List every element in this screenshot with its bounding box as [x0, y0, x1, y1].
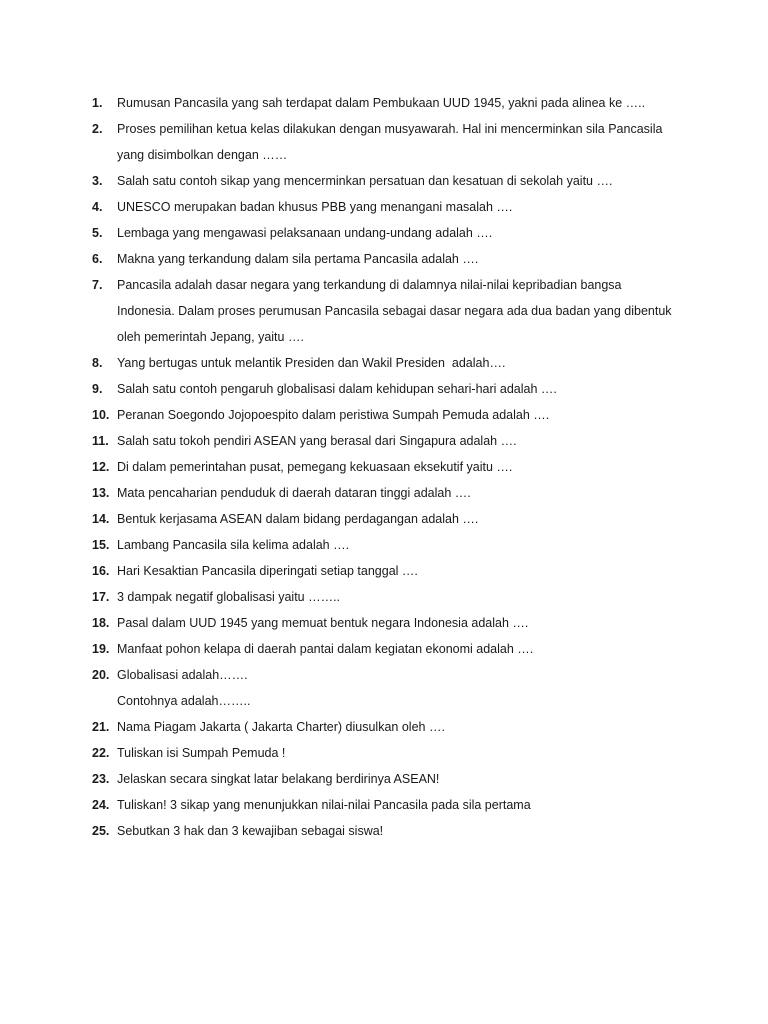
question-number: 9. [92, 382, 103, 396]
question-item-8 [92, 350, 692, 376]
question-text: Lambang Pancasila sila kelima adalah …. [117, 538, 350, 552]
question-item-7 [92, 272, 692, 350]
question-item-23 [92, 766, 692, 792]
question-item-20 [92, 662, 692, 714]
question-item-17 [92, 584, 692, 610]
question-item-25 [92, 818, 692, 844]
question-item-3 [92, 168, 692, 194]
question-number: 15. [92, 538, 110, 552]
question-number: 10. [92, 408, 110, 422]
question-item-5 [92, 220, 692, 246]
question-number: 14. [92, 512, 110, 526]
question-number: 21. [92, 720, 110, 734]
question-item-13 [92, 480, 692, 506]
question-item-10 [92, 402, 692, 428]
question-text: Lembaga yang mengawasi pelaksanaan undang-undang adalah …. [117, 226, 493, 240]
question-number: 13. [92, 486, 110, 500]
question-item-1 [92, 90, 692, 116]
question-text: Mata pencaharian penduduk di daerah dataran tinggi adalah …. [117, 486, 471, 500]
question-number: 16. [92, 564, 110, 578]
question-item-15 [92, 532, 692, 558]
question-text: Rumusan Pancasila yang sah terdapat dalam Pembukaan UUD 1945, yakni pada alinea ke ….. [117, 96, 646, 110]
question-number: 24. [92, 798, 110, 812]
question-item-12 [92, 454, 692, 480]
question-text: Globalisasi adalah……. Contohnya adalah…….. [117, 668, 251, 708]
question-item-2 [92, 116, 692, 168]
question-number: 5. [92, 226, 103, 240]
question-number: 2. [92, 122, 103, 136]
question-text: Di dalam pemerintahan pusat, pemegang kekuasaan eksekutif yaitu …. [117, 460, 513, 474]
question-item-6 [92, 246, 692, 272]
question-item-24 [92, 792, 692, 818]
question-text: Nama Piagam Jakarta ( Jakarta Charter) diusulkan oleh …. [117, 720, 445, 734]
question-number: 17. [92, 590, 110, 604]
question-text: Jelaskan secara singkat latar belakang berdirinya ASEAN! [117, 772, 440, 786]
question-text: Proses pemilihan ketua kelas dilakukan dengan musyawarah. Hal ini mencerminkan sila Pancasila yang disimbolkan dengan …… [117, 122, 663, 162]
question-text: Peranan Soegondo Jojopoespito dalam peristiwa Sumpah Pemuda adalah …. [117, 408, 550, 422]
question-number: 23. [92, 772, 110, 786]
question-number: 20. [92, 668, 110, 682]
question-text: 3 dampak negatif globalisasi yaitu …….. [117, 590, 341, 604]
question-list [92, 90, 692, 844]
question-text: Hari Kesaktian Pancasila diperingati setiap tanggal …. [117, 564, 418, 578]
question-item-18 [92, 610, 692, 636]
question-number: 8. [92, 356, 103, 370]
question-text: Bentuk kerjasama ASEAN dalam bidang perdagangan adalah …. [117, 512, 479, 526]
question-number: 22. [92, 746, 110, 760]
question-number: 7. [92, 278, 103, 292]
question-number: 19. [92, 642, 110, 656]
question-text: Salah satu contoh sikap yang mencerminkan persatuan dan kesatuan di sekolah yaitu …. [117, 174, 613, 188]
question-number: 6. [92, 252, 103, 266]
question-item-16 [92, 558, 692, 584]
question-text: UNESCO merupakan badan khusus PBB yang menangani masalah …. [117, 200, 513, 214]
question-text: Makna yang terkandung dalam sila pertama Pancasila adalah …. [117, 252, 479, 266]
question-text: Yang bertugas untuk melantik Presiden dan Wakil Presiden adalah…. [117, 356, 506, 370]
question-text: Salah satu contoh pengaruh globalisasi dalam kehidupan sehari-hari adalah …. [117, 382, 557, 396]
question-item-11 [92, 428, 692, 454]
question-number: 18. [92, 616, 110, 630]
question-number: 1. [92, 96, 103, 110]
question-text: Pasal dalam UUD 1945 yang memuat bentuk negara Indonesia adalah …. [117, 616, 529, 630]
question-item-14 [92, 506, 692, 532]
question-number: 11. [92, 434, 109, 448]
question-item-9 [92, 376, 692, 402]
question-item-22 [92, 740, 692, 766]
question-text: Salah satu tokoh pendiri ASEAN yang berasal dari Singapura adalah …. [117, 434, 517, 448]
question-number: 25. [92, 824, 110, 838]
question-text: Tuliskan isi Sumpah Pemuda ! [117, 746, 286, 760]
question-number: 4. [92, 200, 103, 214]
question-text: Sebutkan 3 hak dan 3 kewajiban sebagai siswa! [117, 824, 384, 838]
question-text: Manfaat pohon kelapa di daerah pantai dalam kegiatan ekonomi adalah …. [117, 642, 534, 656]
question-number: 3. [92, 174, 103, 188]
question-item-4 [92, 194, 692, 220]
question-text: Tuliskan! 3 sikap yang menunjukkan nilai-nilai Pancasila pada sila pertama [117, 798, 531, 812]
question-text: Pancasila adalah dasar negara yang terkandung di dalamnya nilai-nilai kepribadian bangsa Indonesia. Dalam proses perumusan Pancasila sebagai dasar negara ada dua badan yang dibentuk oleh pemerintah Jepang, yaitu …. [117, 278, 672, 344]
question-item-19 [92, 636, 692, 662]
question-number: 12. [92, 460, 110, 474]
question-item-21 [92, 714, 692, 740]
